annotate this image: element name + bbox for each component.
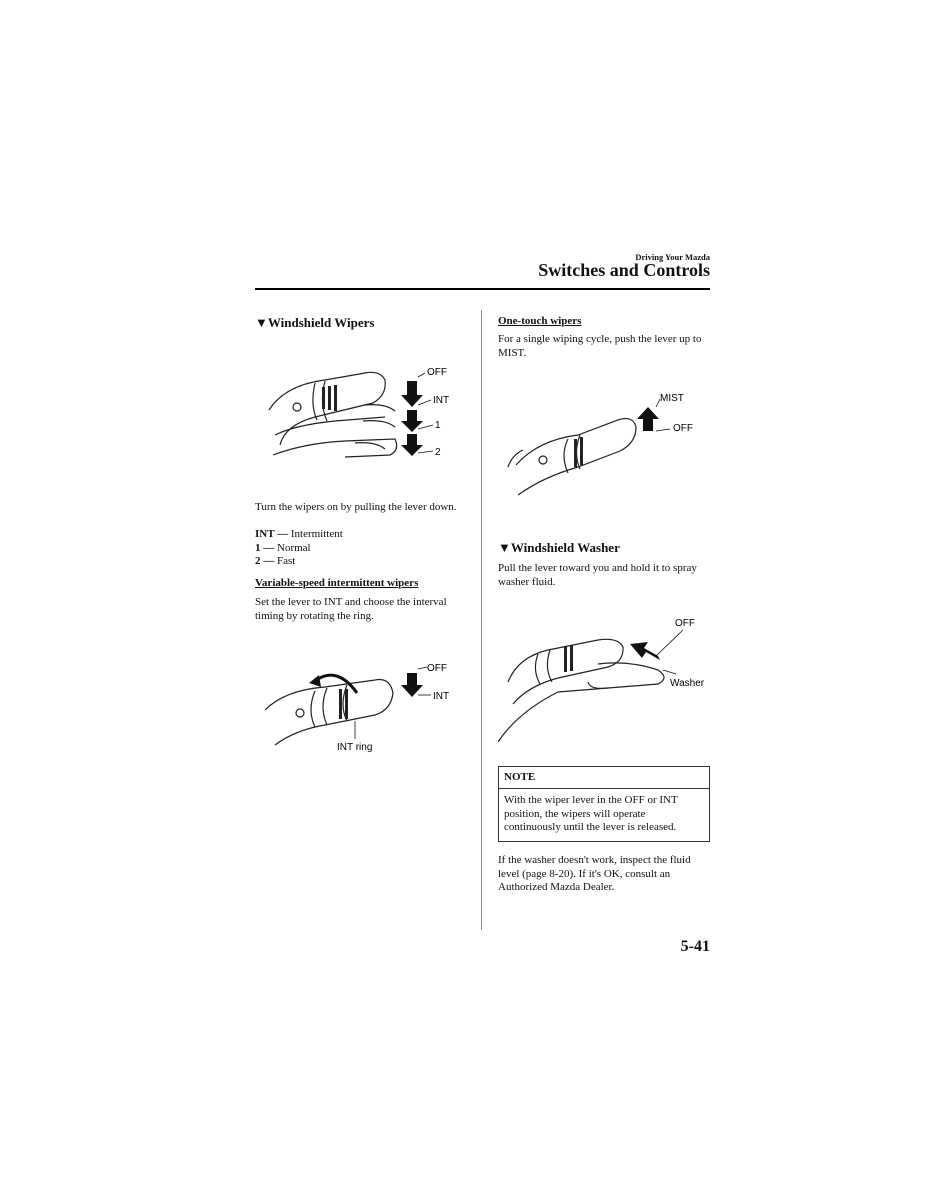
fig2-off-label: OFF	[427, 663, 447, 674]
wiper-position-list	[255, 528, 460, 569]
position-2: 2 — Fast	[255, 555, 296, 567]
closing-text: If the washer doesn't work, inspect the fluid level (page 8-20). If it's OK, consult an Authorized Mazda Dealer.	[498, 854, 691, 893]
fig3-off-label: OFF	[673, 423, 693, 434]
washer-heading: ▼Windshield Washer	[498, 540, 620, 555]
fig1-int-label: INT	[433, 395, 450, 406]
note-box	[498, 766, 710, 842]
fig4-off-label: OFF	[675, 618, 695, 629]
column-divider	[481, 310, 482, 930]
one-touch-heading: One-touch wipers	[498, 315, 582, 327]
wipers-heading: ▼Windshield Wipers	[255, 315, 375, 330]
chapter-title: Switches and Controls	[538, 260, 710, 280]
note-title: NOTE	[499, 767, 709, 789]
header-rule	[255, 288, 710, 290]
variable-speed-text: Set the lever to INT and choose the interval timing by rotating the ring.	[255, 596, 447, 622]
page-number: 5-41	[680, 938, 710, 955]
fig2-ring-label: INT ring	[337, 742, 373, 753]
one-touch-text: For a single wiping cycle, push the lever up to MIST.	[498, 333, 702, 359]
section-label: Driving Your Mazda	[635, 252, 710, 262]
wiper-lever-figure	[255, 355, 455, 475]
fig4-washer-label: Washer	[670, 678, 705, 689]
fig1-off-label: OFF	[427, 367, 447, 378]
int-ring-figure	[255, 655, 455, 755]
fig3-mist-label: MIST	[660, 393, 684, 404]
fig1-two-label: 2	[435, 447, 441, 458]
position-int: INT — Intermittent	[255, 528, 343, 540]
washer-text: Pull the lever toward you and hold it to spray washer fluid.	[498, 562, 697, 588]
wiper-intro-text: Turn the wipers on by pulling the lever down.	[255, 501, 457, 513]
variable-speed-heading: Variable-speed intermittent wipers	[255, 577, 419, 589]
note-body: With the wiper lever in the OFF or INT position, the wipers will operate continuously until the lever is released.	[504, 794, 678, 833]
fig2-int-label: INT	[433, 691, 450, 702]
one-touch-figure	[498, 385, 708, 505]
washer-figure	[498, 612, 708, 747]
fig1-one-label: 1	[435, 420, 441, 431]
position-1: 1 — Normal	[255, 541, 311, 554]
